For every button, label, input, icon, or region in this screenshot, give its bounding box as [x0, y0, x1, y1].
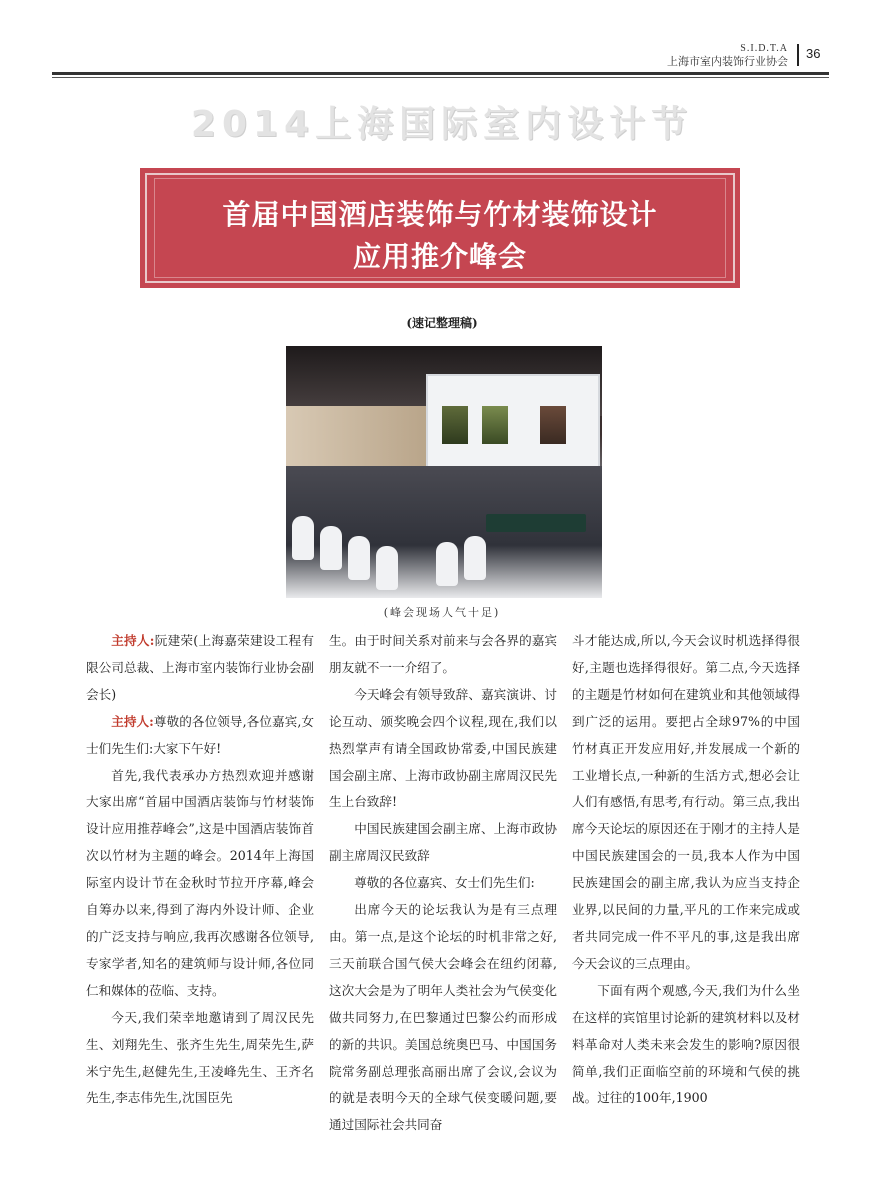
photo-chair	[320, 526, 342, 570]
paragraph: 生。由于时间关系对前来与会各界的嘉宾朋友就不一一介绍了。	[329, 633, 557, 675]
screen-image	[442, 406, 468, 444]
paragraph: 出席今天的论坛我认为是有三点理由。第一点,是这个论坛的时机非常之好,三天前联合国气侯大会峰会在纽约闭幕,这次大会是为了明年人类社会为气侯变化做共同努力,在巴黎通过巴黎公约而形成的新的共识。美国总统奥巴马、中国国务院常务副总理张高丽出席了会议,会议为的就是表明今天的全球气侯变暖问题,要通过国际社会共同奋	[329, 902, 557, 1133]
header-org	[667, 42, 788, 68]
org-abbreviation: S.I.D.T.A	[740, 43, 788, 54]
paragraph: 今天峰会有领导致辞、嘉宾演讲、讨论互动、颁奖晚会四个议程,现在,我们以热烈掌声有请全国政协常委,中国民族建国会副主席、上海市政协副主席周汉民先生上台致辞!	[329, 686, 557, 810]
text-column-2	[329, 628, 557, 1139]
article-title-line1: 首届中国酒店装饰与竹材装饰设计	[222, 198, 658, 231]
photo-chair	[464, 536, 486, 580]
paragraph	[86, 709, 314, 763]
page-number: 36	[806, 46, 821, 61]
org-name: 上海市室内装饰行业协会	[667, 55, 788, 68]
paragraph: 斗才能达成,所以,今天会议时机选择得很好,主题也选择得很好。第二点,今天选择的主题是竹材如何在建筑业和其他领域得到广泛的运用。要把占全球97%的中国竹材真正开发应用好,并发展成一个新的工业增长点,一种新的生活方式,想必会让人们有感悟,有思考,有行动。第三点,我出席今天论坛的原因还在于刚才的主持人是中国民族建国会的一员,我本人作为中国民族建国会的副主席,我认为应当支持企业界,以民间的力量,平凡的工作来完成或者共同完成一件不平凡的事,这是我出席今天会议的三点理由。	[572, 633, 800, 971]
paragraph: 今天,我们荣幸地邀请到了周汉民先生、刘翔先生、张齐生先生,周荣先生,萨米宁先生,赵健先生,王凌峰先生、王齐名先生,李志伟先生,沈国臣先	[86, 1009, 314, 1106]
photo-chair	[292, 516, 314, 560]
conference-photo	[286, 346, 602, 598]
paragraph: 尊敬的各位嘉宾、女士们先生们:	[354, 875, 535, 891]
host-label: 主持人:	[111, 713, 154, 729]
photo-chair	[348, 536, 370, 580]
header-rule	[52, 72, 829, 75]
host-label: 主持人:	[111, 633, 155, 648]
screen-image	[482, 406, 508, 444]
photo-table	[486, 514, 586, 532]
photo-chair	[436, 542, 458, 586]
photo-caption: (峰会现场人气十足)	[383, 606, 501, 619]
paragraph: 首先,我代表承办方热烈欢迎并感谢大家出席“首届中国酒店装饰与竹材装饰设计应用推荐峰会”,这是中国酒店装饰首次以竹材为主题的峰会。2014年上海国际室内设计节在金秋时节拉开序幕,峰会自筹办以来,得到了海内外设计师、企业的广泛支持与响应,我再次感谢各位领导,专家学者,知名的建筑师与设计师,各位同仁和媒体的莅临、支持。	[86, 767, 314, 998]
transcript-note: (速记整理稿)	[406, 316, 478, 330]
festival-title: 2014上海国际室内设计节	[190, 104, 694, 145]
header-divider	[797, 44, 799, 66]
header-rule-thin	[52, 77, 829, 78]
text-column-3	[572, 628, 800, 1112]
paragraph-text: 尊敬的各位领导,各位嘉宾,女士们先生们:大家下午好!	[86, 713, 314, 756]
paragraph	[86, 628, 314, 709]
projection-screen	[426, 374, 600, 480]
paragraph: 中国民族建国会副主席、上海市政协副主席周汉民致辞	[329, 821, 557, 864]
article-title-line2: 应用推介峰会	[352, 240, 527, 273]
paragraph-text: 阮建荣(上海嘉荣建设工程有限公司总裁、上海市室内装饰行业协会副会长)	[86, 633, 314, 702]
title-banner	[140, 168, 740, 288]
screen-image	[540, 406, 566, 444]
text-column-1	[86, 628, 314, 1112]
photo-chair	[376, 546, 398, 590]
paragraph: 下面有两个观感,今天,我们为什么坐在这样的宾馆里讨论新的建筑材料以及材料革命对人类未来会发生的影响?原因很简单,我们正面临空前的环境和气侯的挑战。过往的100年,1900	[572, 982, 800, 1106]
article-title	[140, 194, 740, 278]
